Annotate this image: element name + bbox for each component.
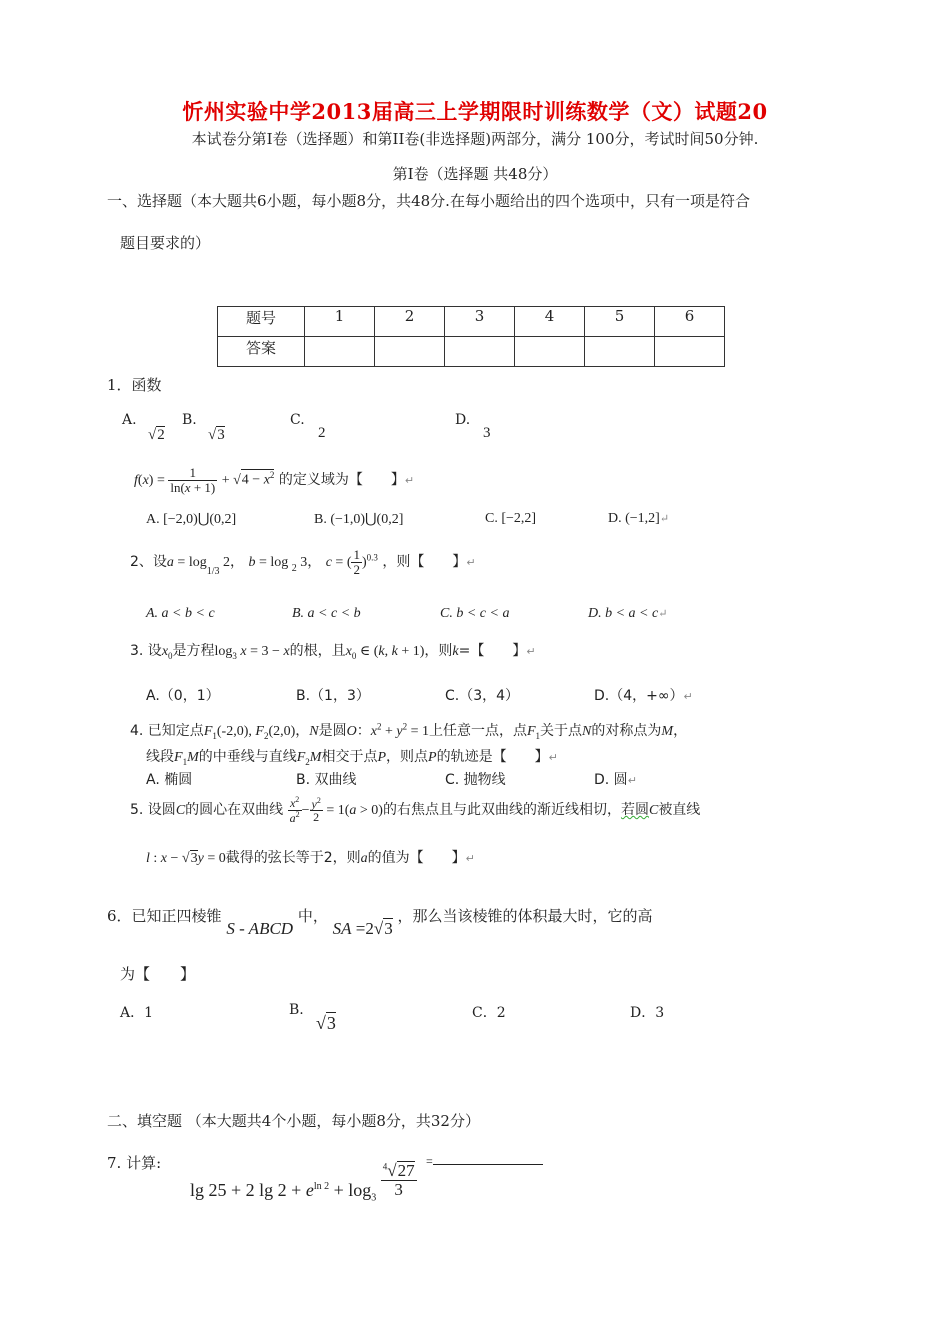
q2-choice-b: B. a < c < b bbox=[292, 606, 361, 621]
q6-choice-d: D．3 bbox=[630, 1005, 665, 1021]
section1-heading-cont: 题目要求的） bbox=[120, 234, 211, 252]
part1-title: 第Ⅰ卷（选择题 共48分） bbox=[392, 165, 558, 183]
q1-choice-b: B. (−1,0)⋃(0,2] bbox=[314, 512, 404, 527]
q1-stem-text: 的定义域为【 】 bbox=[278, 472, 405, 489]
table-cell: 1 bbox=[305, 307, 375, 337]
q2-stem: 2、设$a = \log_{1/3} 2$， b = log $_2$ 3， c = ( $\frac{1}{2}$ )$^{0.3}$ ，则【 】↵ bbox=[130, 547, 476, 578]
q1-stem: f(x) = $\frac{1}{\ln(x + 1)}$ + $√4 - x^2$ 的定义域为【 】↵ bbox=[134, 465, 415, 495]
q7-label: 7. 计算: bbox=[107, 1154, 162, 1172]
q6-choice-a: A．1 bbox=[120, 1005, 154, 1021]
q3-choice-b: B.（1，3） bbox=[296, 688, 370, 704]
q1-val-d: 3 bbox=[483, 425, 491, 441]
q4-choice-c: C. 抛物线 bbox=[445, 772, 506, 788]
answer-blank[interactable] bbox=[433, 1152, 543, 1165]
q6-stem: 6．已知正四棱锥 S - ABCD 中， SA =2√3 ，那么当该棱锥的体积最大时，它的高 bbox=[107, 907, 653, 938]
q6-choice-c: C．2 bbox=[472, 1005, 506, 1021]
q1-opt-a: A. bbox=[122, 412, 137, 428]
q6-choice-b-val: √3 bbox=[316, 1013, 336, 1033]
page-title: 忻州实验中学2013届高三上学期限时训练数学（文）试题20 bbox=[182, 99, 768, 124]
q2-choice-c: C. b < c < a bbox=[440, 606, 510, 621]
table-cell: 3 bbox=[445, 307, 515, 337]
answer-cell[interactable] bbox=[515, 337, 585, 367]
table-cell: 6 bbox=[655, 307, 725, 337]
table-row bbox=[218, 337, 725, 367]
q6-choice-b: B. bbox=[289, 1002, 304, 1018]
q4-choice-b: B. 双曲线 bbox=[296, 772, 357, 788]
q6-line2: 为【 】 bbox=[120, 965, 196, 983]
q4-line2: 线段$F_1M$的中垂线与直线$F_2M$相交于点P，则点P的轨迹是【 】↵ bbox=[146, 749, 558, 767]
table-header-cell: 题号 bbox=[218, 307, 305, 337]
answer-cell[interactable] bbox=[655, 337, 725, 367]
q3-stem: 3. 设$x_0$是方程$\log_3 x = 3 - x$的根，且$x_0$ ∈ (k, k + 1)，则k=【 】↵ bbox=[130, 643, 536, 661]
q7-answer: = bbox=[426, 1152, 543, 1169]
q1-choice-a: A. [−2,0)⋃(0,2] bbox=[146, 512, 237, 527]
q4-choice-d: D. 圆↵ bbox=[594, 772, 637, 788]
q5-line1: 5. 设圆C的圆心在双曲线 $\frac{x^2}{a^2}$ − $\frac{y^2}{2}$ = 1(a > 0)的右焦点且与此双曲线的渐近线相切，若圆C被直线 bbox=[130, 795, 701, 825]
section2-heading: 二、填空题 （本大题共4个小题，每小题8分，共32分） bbox=[107, 1112, 480, 1130]
q3-choice-d: D.（4，+∞）↵ bbox=[594, 688, 693, 704]
q1-val-a: √2 bbox=[148, 427, 165, 443]
exam-intro: 本试卷分第Ⅰ卷（选择题）和第II卷(非选择题)两部分，满分 100分，考试时间50分钟. bbox=[191, 130, 759, 148]
q5-line2: l : x − √3y = 0截得的弦长等于2，则a的值为【 】↵ bbox=[146, 850, 475, 866]
q7-expression: lg 25 + 2 $\lg 2 + e^{ln 2} + \log_3$ $\frac{^4√27}{3}$ bbox=[190, 1161, 415, 1204]
answer-cell[interactable] bbox=[585, 337, 655, 367]
answer-table bbox=[217, 306, 725, 367]
q1-val-b: √3 bbox=[208, 427, 225, 443]
q4-line1: 4. 已知定点$F_1(-2,0)$, $F_2(2,0)$，N是圆O：$x^2 + y^2 = 1$上任意一点，点$F_1$关于点N的对称点为M， bbox=[130, 721, 688, 741]
q3-choice-a: A.（0，1） bbox=[146, 688, 220, 704]
q3-choice-c: C.（3，4） bbox=[445, 688, 520, 704]
q4-choice-a: A. 椭圆 bbox=[146, 772, 193, 788]
table-row bbox=[218, 307, 725, 337]
q1-choice-c: C. [−2,2] bbox=[485, 511, 537, 526]
q2-choice-a: A. a < b < c bbox=[146, 606, 215, 621]
q1-val-c: 2 bbox=[318, 425, 326, 441]
answer-cell[interactable] bbox=[445, 337, 515, 367]
table-cell: 5 bbox=[585, 307, 655, 337]
q1-opt-c: C. bbox=[290, 412, 305, 428]
q2-choice-d: D. b < a < c↵ bbox=[588, 606, 668, 621]
section1-heading: 一、选择题（本大题共6小题，每小题8分，共48分.在每小题给出的四个选项中，只有一项是符合 bbox=[107, 192, 750, 210]
q1-opt-b: B. bbox=[182, 412, 197, 428]
answer-cell[interactable] bbox=[305, 337, 375, 367]
q1-opt-d: D. bbox=[455, 412, 471, 428]
answer-cell[interactable] bbox=[375, 337, 445, 367]
table-cell: 4 bbox=[515, 307, 585, 337]
q2-label: 2、设 bbox=[130, 554, 167, 571]
table-cell: 2 bbox=[375, 307, 445, 337]
q1-label: 1．函数 bbox=[107, 376, 162, 394]
q2-tail: ，则【 】 bbox=[382, 554, 467, 571]
table-header-cell: 答案 bbox=[218, 337, 305, 367]
q1-choice-d: D. (−1,2]↵ bbox=[608, 511, 670, 526]
